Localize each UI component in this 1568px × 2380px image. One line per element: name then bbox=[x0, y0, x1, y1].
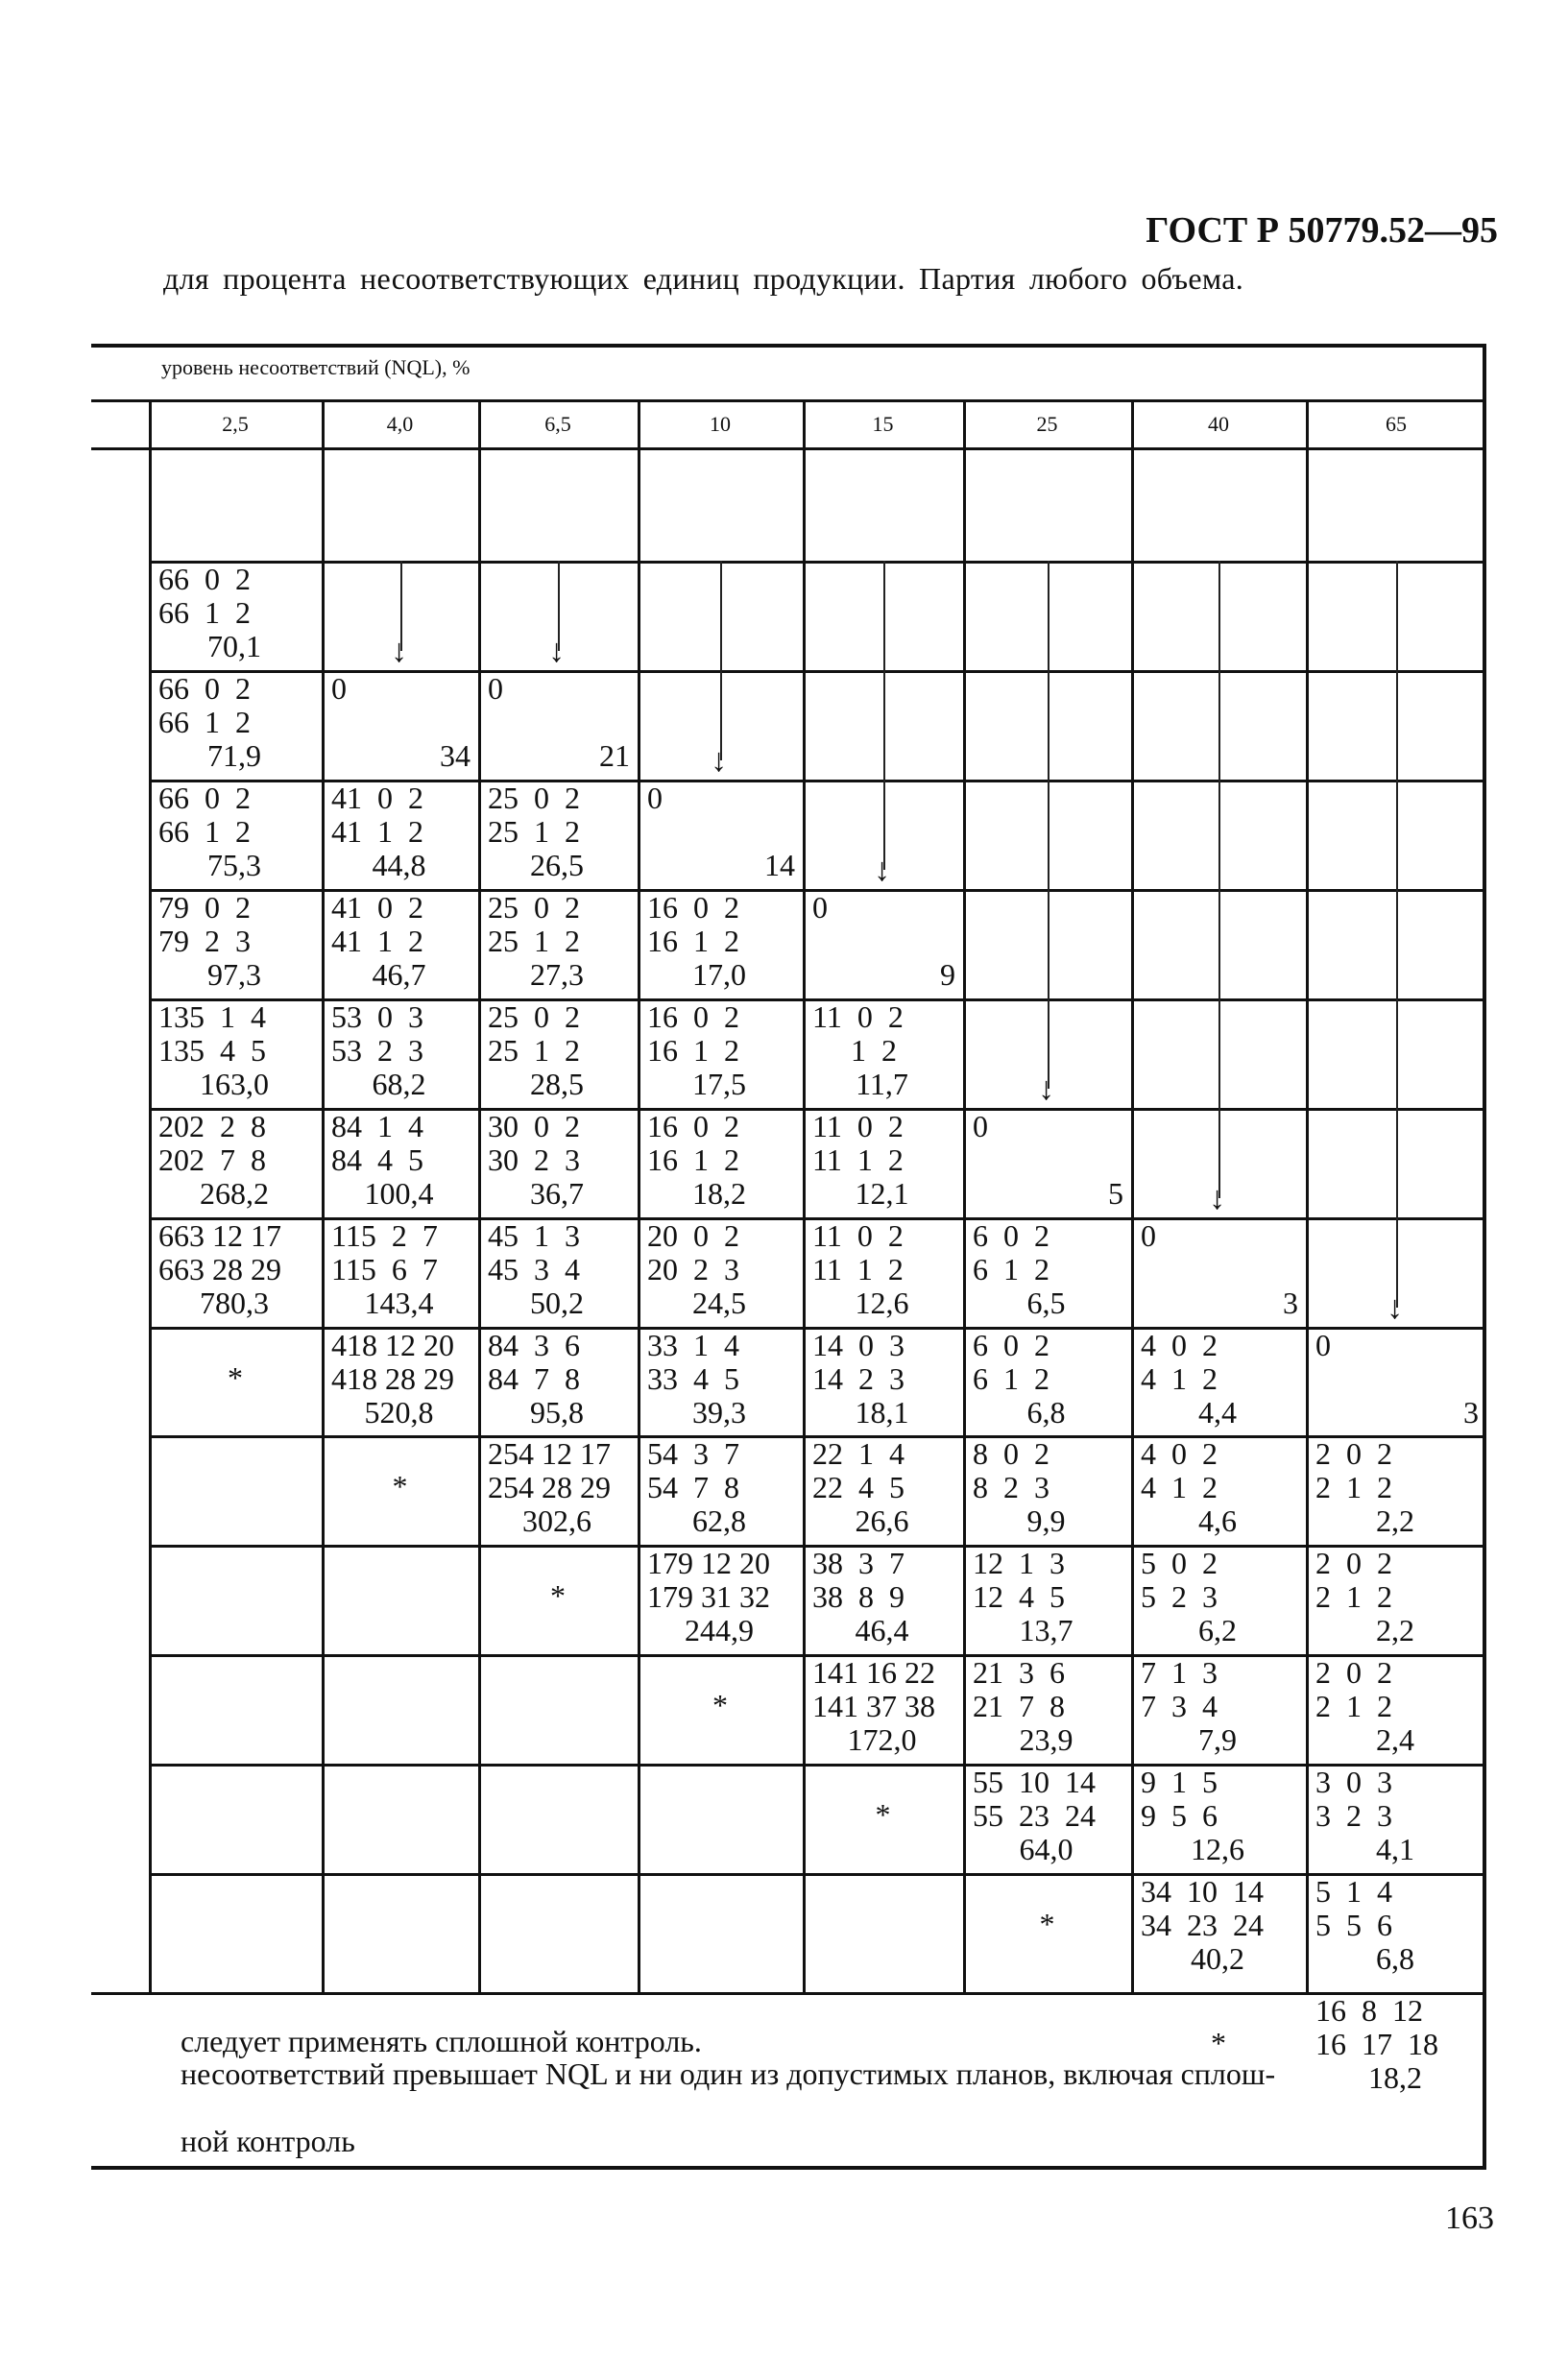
plan-line-3: 302,6 bbox=[522, 1503, 591, 1538]
plan-line-3: 12,6 bbox=[855, 1286, 909, 1320]
plan-line-2: 16 1 2 bbox=[647, 1142, 739, 1177]
plan-line-1: 8 0 2 bbox=[973, 1436, 1049, 1471]
table-body-bottom-line bbox=[91, 1992, 1486, 1995]
plan-line-1: 66 0 2 bbox=[158, 562, 251, 596]
down-arrow-line bbox=[1396, 780, 1398, 889]
plan-line-1: 0 bbox=[331, 671, 347, 706]
plan-line-3: 27,3 bbox=[530, 957, 584, 992]
plan-line-1: 41 0 2 bbox=[331, 781, 423, 815]
plan-line-3: 71,9 bbox=[207, 738, 261, 773]
down-arrow-line bbox=[1396, 889, 1398, 998]
plan-line-3: 12,6 bbox=[1191, 1832, 1244, 1866]
plan-line-1: 4 0 2 bbox=[1141, 1328, 1218, 1362]
plan-line-1: 179 12 20 bbox=[647, 1546, 770, 1580]
plan-line-2: 3 2 3 bbox=[1315, 1798, 1392, 1833]
plan-line-2: 38 8 9 bbox=[812, 1579, 905, 1614]
plan-line-2: 25 1 2 bbox=[488, 1033, 580, 1068]
down-arrow-line bbox=[1218, 889, 1220, 998]
plan-line-1: 6 0 2 bbox=[973, 1218, 1049, 1253]
down-arrow-line bbox=[1218, 998, 1220, 1108]
plan-line-3: 2,2 bbox=[1376, 1503, 1414, 1538]
plan-line-2: 5 2 3 bbox=[1141, 1579, 1218, 1614]
plan-line-2: 8 2 3 bbox=[973, 1470, 1049, 1504]
plan-line-1: 34 10 14 bbox=[1141, 1874, 1264, 1909]
plan-line-2: 33 4 5 bbox=[647, 1361, 739, 1396]
plan-line-1: 25 0 2 bbox=[488, 999, 580, 1034]
plan-line-1: 5 1 4 bbox=[1315, 1874, 1392, 1909]
plan-line-1: 202 2 8 bbox=[158, 1109, 266, 1143]
plan-line-2: 11 1 2 bbox=[812, 1142, 904, 1177]
plan-line-2: 41 1 2 bbox=[331, 814, 423, 849]
plan-line-2: 66 1 2 bbox=[158, 595, 251, 630]
plan-line-1: 2 0 2 bbox=[1315, 1546, 1392, 1580]
plan-line-2: 663 28 29 bbox=[158, 1252, 281, 1286]
asterisk-note: * bbox=[392, 1469, 408, 1503]
column-divider-line bbox=[638, 399, 640, 1992]
asterisk-note: * bbox=[228, 1360, 243, 1395]
plan-line-3: 244,9 bbox=[685, 1613, 754, 1647]
plan-line-2: 66 1 2 bbox=[158, 814, 251, 849]
plan-line-3: 17,0 bbox=[692, 957, 746, 992]
down-arrow-line bbox=[720, 561, 722, 670]
column-header: 40 bbox=[1208, 412, 1229, 436]
plan-line-3: 44,8 bbox=[372, 848, 426, 882]
asterisk-note: * bbox=[1211, 2026, 1226, 2060]
plan-line-3: 12,1 bbox=[855, 1176, 909, 1211]
plan-line-3: 46,4 bbox=[855, 1613, 909, 1647]
plan-line-3: 95,8 bbox=[530, 1395, 584, 1430]
plan-line-3: 4,6 bbox=[1198, 1503, 1237, 1538]
column-divider-line bbox=[322, 399, 325, 1992]
down-arrow-icon: ↓ bbox=[711, 743, 727, 779]
down-arrow-line bbox=[1048, 889, 1049, 998]
asterisk-note: * bbox=[875, 1797, 891, 1832]
plan-line-3: 28,5 bbox=[530, 1067, 584, 1101]
column-header: 65 bbox=[1386, 412, 1407, 436]
plan-line-2: 14 2 3 bbox=[812, 1361, 905, 1396]
plan-line-2: 179 31 32 bbox=[647, 1579, 770, 1614]
plan-line-3: 26,5 bbox=[530, 848, 584, 882]
down-arrow-line bbox=[1218, 780, 1220, 889]
plan-line-2: 135 4 5 bbox=[158, 1033, 266, 1068]
plan-line-3: 68,2 bbox=[372, 1067, 426, 1101]
down-arrow-line bbox=[1218, 670, 1220, 780]
plan-line-2: 2 1 2 bbox=[1315, 1579, 1392, 1614]
plan-line-2: 66 1 2 bbox=[158, 705, 251, 739]
plan-line-3: 39,3 bbox=[692, 1395, 746, 1430]
plan-line-2: 41 1 2 bbox=[331, 924, 423, 958]
plan-line-3: 163,0 bbox=[200, 1067, 269, 1101]
down-arrow-icon: ↓ bbox=[874, 853, 890, 888]
plan-line-3: 64,0 bbox=[1019, 1832, 1073, 1866]
plan-line-2: 7 3 4 bbox=[1141, 1689, 1218, 1723]
plan-line-2: 55 23 24 bbox=[973, 1798, 1096, 1833]
down-arrow-line bbox=[1396, 561, 1398, 670]
plan-line-3: 2,2 bbox=[1376, 1613, 1414, 1647]
plan-line-3: 6,8 bbox=[1026, 1395, 1066, 1430]
plan-line-2: 20 2 3 bbox=[647, 1252, 739, 1286]
plan-line-1: 41 0 2 bbox=[331, 890, 423, 925]
down-arrow-line bbox=[1396, 998, 1398, 1108]
page-number: 163 bbox=[1445, 2200, 1494, 2236]
plan-line-2: 25 1 2 bbox=[488, 814, 580, 849]
plan-line-2: 6 1 2 bbox=[973, 1361, 1049, 1396]
plan-line-1: 418 12 20 bbox=[331, 1328, 454, 1362]
plan-line-3: 9,9 bbox=[1026, 1503, 1066, 1538]
column-header: 4,0 bbox=[386, 412, 414, 436]
plan-line-2: 202 7 8 bbox=[158, 1142, 266, 1177]
plan-line-3: 4,1 bbox=[1376, 1832, 1414, 1866]
plan-line-1: 84 1 4 bbox=[331, 1109, 423, 1143]
plan-line-2: 2 1 2 bbox=[1315, 1470, 1392, 1504]
plan-line-3: 9 bbox=[940, 957, 955, 992]
plan-line-3: 7,9 bbox=[1198, 1722, 1237, 1757]
standard-title: ГОСТ Р 50779.52—95 bbox=[1146, 210, 1498, 251]
plan-line-1: 141 16 22 bbox=[812, 1655, 935, 1690]
plan-line-1: 16 0 2 bbox=[647, 999, 739, 1034]
plan-line-1: 20 0 2 bbox=[647, 1218, 739, 1253]
row-divider-line bbox=[149, 561, 1486, 564]
column-header: 10 bbox=[710, 412, 731, 436]
plan-line-3: 24,5 bbox=[692, 1286, 746, 1320]
plan-line-1: 135 1 4 bbox=[158, 999, 266, 1034]
plan-line-1: 22 1 4 bbox=[812, 1436, 905, 1471]
plan-line-2: 79 2 3 bbox=[158, 924, 251, 958]
plan-line-2: 115 6 7 bbox=[331, 1252, 438, 1286]
plan-line-1: 2 0 2 bbox=[1315, 1655, 1392, 1690]
plan-line-3: 14 bbox=[764, 848, 795, 882]
asterisk-note: * bbox=[712, 1688, 728, 1722]
down-arrow-line bbox=[1396, 670, 1398, 780]
plan-line-2: 6 1 2 bbox=[973, 1252, 1049, 1286]
footnote-line-3: ной контроль bbox=[181, 2124, 355, 2158]
plan-line-3: 4,4 bbox=[1198, 1395, 1237, 1430]
column-header: 2,5 bbox=[222, 412, 249, 436]
plan-line-2: 30 2 3 bbox=[488, 1142, 580, 1177]
plan-line-3: 50,2 bbox=[530, 1286, 584, 1320]
plan-line-3: 62,8 bbox=[692, 1503, 746, 1538]
plan-line-2: 53 2 3 bbox=[331, 1033, 423, 1068]
down-arrow-icon: ↓ bbox=[1387, 1290, 1403, 1326]
plan-line-1: 16 0 2 bbox=[647, 1109, 739, 1143]
plan-line-3: 17,5 bbox=[692, 1067, 746, 1101]
plan-line-1: 12 1 3 bbox=[973, 1546, 1065, 1580]
down-arrow-line bbox=[883, 670, 885, 780]
plan-line-2: 54 7 8 bbox=[647, 1470, 739, 1504]
plan-line-1: 30 0 2 bbox=[488, 1109, 580, 1143]
plan-line-2: 141 37 38 bbox=[812, 1689, 935, 1723]
plan-line-3: 13,7 bbox=[1019, 1613, 1073, 1647]
plan-line-3: 3 bbox=[1283, 1286, 1298, 1320]
plan-line-2: 16 17 18 bbox=[1315, 2027, 1438, 2061]
down-arrow-icon: ↓ bbox=[391, 634, 407, 669]
plan-line-1: 53 0 3 bbox=[331, 999, 423, 1034]
plan-line-3: 3 bbox=[1463, 1395, 1479, 1430]
plan-line-1: 6 0 2 bbox=[973, 1328, 1049, 1362]
plan-line-2: 1 2 bbox=[812, 1033, 897, 1068]
plan-line-3: 520,8 bbox=[364, 1395, 434, 1430]
plan-line-1: 54 3 7 bbox=[647, 1436, 739, 1471]
plan-line-1: 115 2 7 bbox=[331, 1218, 438, 1253]
plan-line-3: 6,2 bbox=[1198, 1613, 1237, 1647]
plan-line-2: 34 23 24 bbox=[1141, 1908, 1264, 1942]
plan-line-3: 40,2 bbox=[1191, 1941, 1244, 1976]
table-subtitle: для процента несоответствующих единиц продукции. Партия любого объема. bbox=[163, 261, 1244, 296]
column-divider-line bbox=[963, 399, 966, 1992]
footnote-line-2: несоответствий превышает NQL и ни один из допустимых планов, включая сплош- bbox=[181, 2056, 1276, 2091]
plan-line-1: 2 0 2 bbox=[1315, 1436, 1392, 1471]
plan-line-3: 100,4 bbox=[364, 1176, 434, 1211]
plan-line-1: 21 3 6 bbox=[973, 1655, 1065, 1690]
plan-line-1: 38 3 7 bbox=[812, 1546, 905, 1580]
plan-line-3: 6,8 bbox=[1376, 1941, 1414, 1976]
plan-line-3: 780,3 bbox=[200, 1286, 269, 1320]
plan-line-1: 0 bbox=[488, 671, 503, 706]
plan-line-1: 16 0 2 bbox=[647, 890, 739, 925]
plan-line-3: 23,9 bbox=[1019, 1722, 1073, 1757]
plan-line-1: 0 bbox=[973, 1109, 988, 1143]
plan-line-3: 26,6 bbox=[855, 1503, 909, 1538]
plan-line-1: 9 1 5 bbox=[1141, 1765, 1218, 1799]
plan-line-2: 254 28 29 bbox=[488, 1470, 611, 1504]
plan-line-3: 36,7 bbox=[530, 1176, 584, 1211]
down-arrow-icon: ↓ bbox=[1209, 1181, 1225, 1216]
plan-line-1: 663 12 17 bbox=[158, 1218, 281, 1253]
plan-line-3: 11,7 bbox=[856, 1067, 908, 1101]
plan-line-2: 12 4 5 bbox=[973, 1579, 1065, 1614]
plan-line-1: 45 1 3 bbox=[488, 1218, 580, 1253]
plan-line-3: 46,7 bbox=[372, 957, 426, 992]
plan-line-1: 11 0 2 bbox=[812, 1218, 904, 1253]
down-arrow-line bbox=[1396, 1108, 1398, 1217]
plan-line-1: 66 0 2 bbox=[158, 671, 251, 706]
plan-line-1: 84 3 6 bbox=[488, 1328, 580, 1362]
plan-line-1: 254 12 17 bbox=[488, 1436, 611, 1471]
plan-line-1: 11 0 2 bbox=[812, 999, 904, 1034]
column-header: 6,5 bbox=[544, 412, 571, 436]
plan-line-1: 16 8 12 bbox=[1315, 1993, 1423, 2028]
column-divider-line bbox=[478, 399, 481, 1992]
plan-line-2: 16 1 2 bbox=[647, 1033, 739, 1068]
plan-line-1: 25 0 2 bbox=[488, 890, 580, 925]
plan-line-2: 22 4 5 bbox=[812, 1470, 905, 1504]
plan-line-3: 18,2 bbox=[692, 1176, 746, 1211]
column-header-bottom-line bbox=[91, 447, 1486, 450]
down-arrow-line bbox=[883, 561, 885, 670]
down-arrow-line bbox=[1218, 561, 1220, 670]
plan-line-3: 6,5 bbox=[1026, 1286, 1066, 1320]
plan-line-2: 11 1 2 bbox=[812, 1252, 904, 1286]
plan-line-1: 5 0 2 bbox=[1141, 1546, 1218, 1580]
column-header: 25 bbox=[1036, 412, 1058, 436]
down-arrow-icon: ↓ bbox=[1038, 1071, 1054, 1107]
plan-line-1: 4 0 2 bbox=[1141, 1436, 1218, 1471]
down-arrow-line bbox=[1048, 561, 1049, 670]
plan-line-2: 5 5 6 bbox=[1315, 1908, 1392, 1942]
column-divider-line bbox=[803, 399, 806, 1992]
plan-line-2: 16 1 2 bbox=[647, 924, 739, 958]
plan-line-1: 14 0 3 bbox=[812, 1328, 905, 1362]
plan-line-3: 75,3 bbox=[207, 848, 261, 882]
plan-line-1: 7 1 3 bbox=[1141, 1655, 1218, 1690]
plan-line-1: 3 0 3 bbox=[1315, 1765, 1392, 1799]
plan-line-1: 11 0 2 bbox=[812, 1109, 904, 1143]
plan-line-2: 418 28 29 bbox=[331, 1361, 454, 1396]
plan-line-2: 2 1 2 bbox=[1315, 1689, 1392, 1723]
plan-line-3: 172,0 bbox=[847, 1722, 917, 1757]
plan-line-3: 70,1 bbox=[207, 629, 261, 663]
plan-line-3: 97,3 bbox=[207, 957, 261, 992]
plan-line-2: 4 1 2 bbox=[1141, 1470, 1218, 1504]
plan-line-2: 4 1 2 bbox=[1141, 1361, 1218, 1396]
plan-line-1: 79 0 2 bbox=[158, 890, 251, 925]
plan-line-2: 25 1 2 bbox=[488, 924, 580, 958]
plan-line-3: 34 bbox=[440, 738, 470, 773]
column-divider-line bbox=[1306, 399, 1309, 1992]
plan-line-1: 0 bbox=[647, 781, 663, 815]
plan-line-3: 268,2 bbox=[200, 1176, 269, 1211]
plan-line-3: 18,1 bbox=[855, 1395, 909, 1430]
plan-line-3: 5 bbox=[1108, 1176, 1123, 1211]
column-divider-line bbox=[149, 399, 152, 1992]
down-arrow-icon: ↓ bbox=[548, 634, 565, 669]
plan-line-3: 2,4 bbox=[1376, 1722, 1414, 1757]
column-divider-line bbox=[1131, 399, 1134, 1992]
down-arrow-line bbox=[1048, 780, 1049, 889]
nql-level-header: уровень несоответствий (NQL), % bbox=[161, 355, 470, 379]
asterisk-note: * bbox=[1039, 1907, 1055, 1941]
plan-line-1: 0 bbox=[1141, 1218, 1156, 1253]
column-header: 15 bbox=[872, 412, 894, 436]
down-arrow-line bbox=[1048, 670, 1049, 780]
plan-line-2: 9 5 6 bbox=[1141, 1798, 1218, 1833]
plan-line-1: 33 1 4 bbox=[647, 1328, 739, 1362]
plan-line-1: 25 0 2 bbox=[488, 781, 580, 815]
plan-line-3: 21 bbox=[599, 738, 630, 773]
plan-line-1: 55 10 14 bbox=[973, 1765, 1096, 1799]
plan-line-2: 21 7 8 bbox=[973, 1689, 1065, 1723]
plan-line-3: 18,2 bbox=[1368, 2060, 1422, 2095]
plan-line-1: 66 0 2 bbox=[158, 781, 251, 815]
plan-line-3: 143,4 bbox=[364, 1286, 434, 1320]
plan-line-2: 45 3 4 bbox=[488, 1252, 580, 1286]
footnote-line-1: следует применять сплошной контроль. bbox=[181, 2024, 702, 2058]
plan-line-1: 0 bbox=[1315, 1328, 1331, 1362]
plan-line-2: 84 4 5 bbox=[331, 1142, 423, 1177]
plan-line-2: 84 7 8 bbox=[488, 1361, 580, 1396]
plan-line-1: 0 bbox=[812, 890, 828, 925]
asterisk-note: * bbox=[550, 1578, 566, 1613]
